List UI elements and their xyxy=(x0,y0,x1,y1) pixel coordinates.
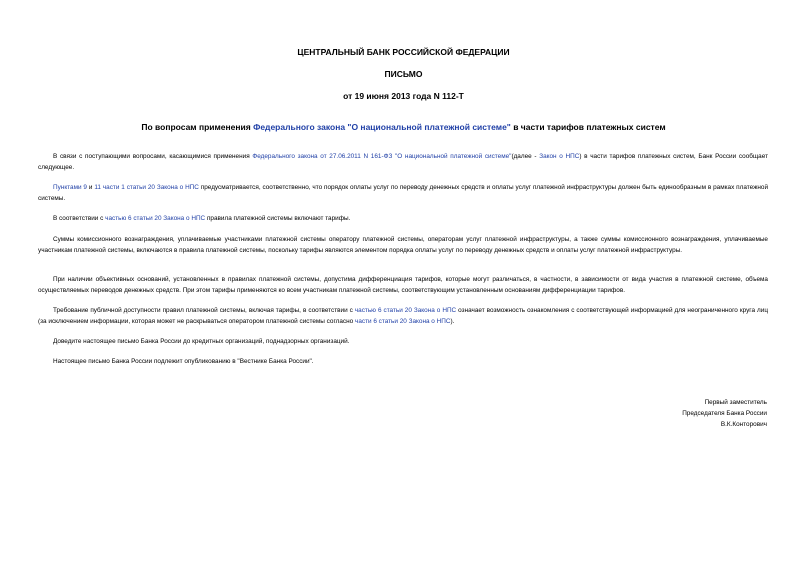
paragraph-3-text-1: В соответствии с xyxy=(53,215,106,222)
signature-block xyxy=(567,398,767,430)
document-type-heading: ПИСЬМО xyxy=(384,69,423,79)
part-6-article-20-link[interactable]: частью 6 статьи 20 Закона о НПС xyxy=(105,215,206,222)
paragraph-1-text-3: ) в части тарифов платежных систем, Банк России сообщает следующее. xyxy=(38,153,769,171)
signature-title-line-1: Первый заместитель xyxy=(704,399,767,406)
paragraph-4-text-1: Суммы комиссионного вознаграждения, уплачиваемые участниками платежной системы оператору платежной системы, операторам услуг платежной инфраструктуры, а также суммы комиссионного вознаграждения, уплачиваемые участникам платежной системы, включаются в правила платежной системы, поскольку тарифы являются элементом порядка оплаты услуг по переводу денежных средств и оплаты услуг платежной инфраструктуры. xyxy=(38,236,768,254)
paragraph-7 xyxy=(38,337,768,348)
paragraph-6 xyxy=(38,306,768,327)
document-date-heading: от 19 июня 2013 года N 112-Т xyxy=(343,91,464,101)
paragraph-8-text-1: Настоящее письмо Банка России подлежит опубликованию в "Вестнике Банка России". xyxy=(53,358,314,365)
paragraph-2-text-2: предусматривается, соответственно, что порядок оплаты услуг по переводу денежных средств и оплаты услуг платежной инфраструктуры должен быть единообразным в рамках платежной системы. xyxy=(38,184,769,202)
paragraph-8 xyxy=(38,357,768,368)
paragraph-1-text-2: (далее - xyxy=(511,153,540,160)
paragraph-1 xyxy=(38,152,768,173)
nps-law-link[interactable]: Закон о НПС xyxy=(539,153,580,160)
paragraph-7-text-1: Доведите настоящее письмо Банка России до кредитных организаций, поднадзорных организаций. xyxy=(53,338,350,345)
paragraph-1-text-1: В связи с поступающими вопросами, касающимися применения xyxy=(53,153,253,160)
paragraph-5 xyxy=(38,275,768,296)
part-6-article-20-link-3[interactable]: части 6 статьи 20 Закона о НПС xyxy=(354,317,451,325)
paragraph-5-text-1: При наличии объективных оснований, установленных в правилах платежной системы, допустима дифференциация тарифов, которые могут различаться, в частности, в зависимости от вида участия в платежной системе, объема осуществляемых переводов денежных средств. При этом тарифы применяются ко всем участникам платежной системы, соответствующим установленным основаниям дифференциации тарифов. xyxy=(38,276,768,294)
paragraph-3 xyxy=(38,214,768,225)
clause-9-link[interactable]: Пунктами 9 xyxy=(53,184,87,191)
paragraph-2 xyxy=(38,183,768,204)
paragraph-3-text-2: правила платежной системы включают тарифы. xyxy=(205,215,351,222)
signature-name: В.К.Конторович xyxy=(720,420,767,428)
clause-11-link[interactable]: 11 части 1 статьи 20 Закона о НПС xyxy=(94,184,199,191)
bank-name-heading: ЦЕНТРАЛЬНЫЙ БАНК РОССИЙСКОЙ ФЕДЕРАЦИИ xyxy=(297,47,510,57)
paragraph-4 xyxy=(38,235,768,256)
paragraph-6-text-2: означает возможность ознакомления с соответствующей информацией для неограниченного круга лиц (за исключением информации, которая может не раскрываться оператором платежной системы согласно xyxy=(38,307,768,325)
part-6-article-20-link-2[interactable]: частью 6 статьи 20 Закона о НПС xyxy=(354,307,457,314)
paragraph-2-text-1: и xyxy=(87,184,95,191)
paragraph-6-text-1: Требование публичной доступности правил платежной системы, включая тарифы, в соответствии с xyxy=(53,307,355,314)
federal-law-link[interactable]: Федерального закона от 27.06.2011 N 161-ФЗ "О национальной платежной системе" xyxy=(252,153,512,160)
subject-suffix: в части тарифов платежных систем xyxy=(510,122,666,132)
paragraph-6-text-3: ). xyxy=(450,317,455,325)
subject-prefix: По вопросам применения xyxy=(141,122,254,132)
subject-law-link[interactable]: Федерального закона "О национальной платежной системе" xyxy=(253,122,511,132)
subject-heading xyxy=(0,122,807,132)
signature-title-line-2: Председателя Банка России xyxy=(682,409,767,417)
